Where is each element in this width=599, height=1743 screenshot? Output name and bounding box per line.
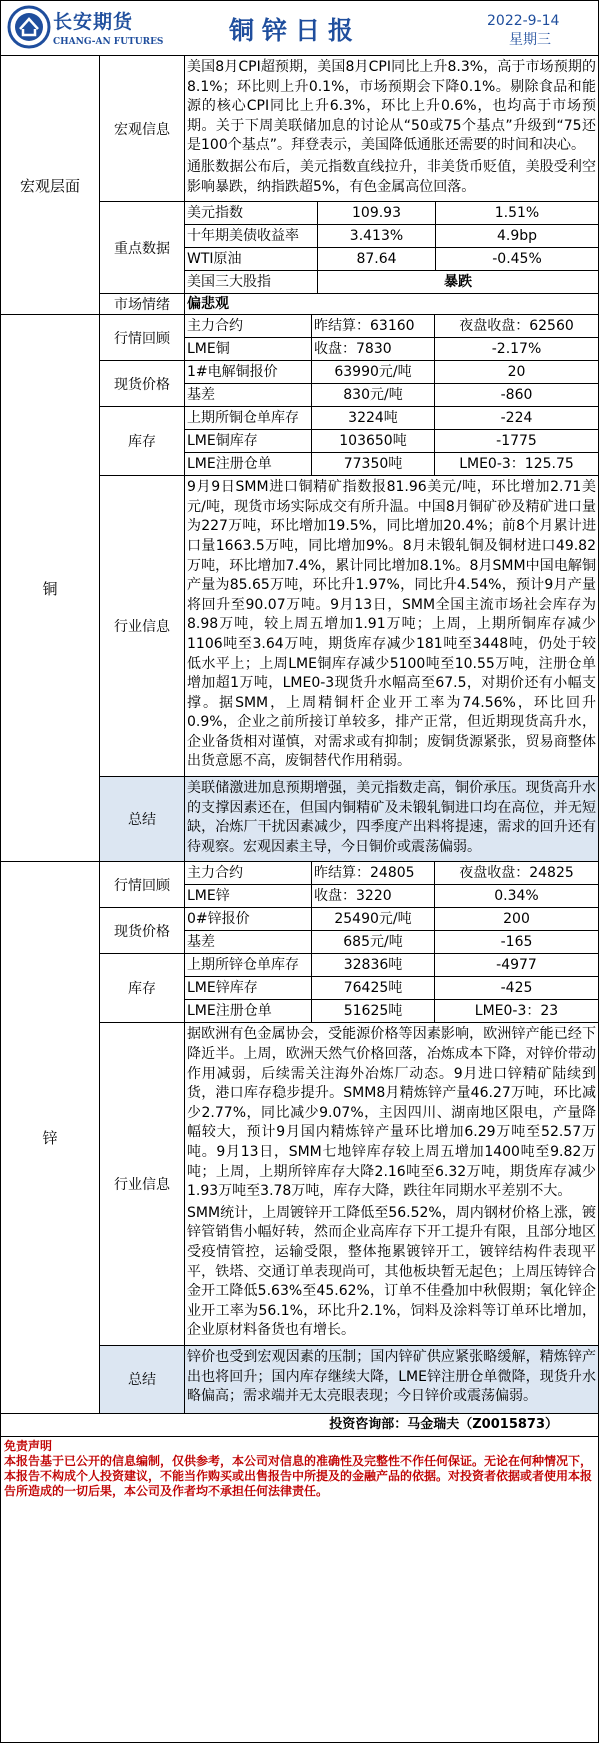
copper-section: [1, 315, 598, 862]
cell: 76425吨: [312, 977, 435, 999]
copper-summary-text: 美联储激进加息预期增强，美元指数走高，铜价承压。现货高升水的支撑因素还在，但国内铜精矿及未锻轧铜进口均在高位，并无短缺，冶炼厂干扰因素减少，四季度产出料将提速，需求的回升还有待观察。宏观因素主导，今日铜价或震荡偏弱。: [187, 780, 596, 855]
key-data-value: 3.413%: [318, 225, 436, 247]
stock-index-value: 暴跌: [444, 274, 472, 291]
macro-info-row: [100, 56, 598, 202]
zinc-industry-row: [100, 1023, 598, 1346]
macro-section-label: 宏观层面: [1, 56, 100, 314]
copper-stock-label: 库存: [100, 407, 185, 475]
cell: 20: [507, 364, 526, 381]
cell: 0.34%: [494, 888, 539, 905]
copper-spot-row: [100, 361, 598, 407]
disclaimer-title: 免责声明: [4, 1438, 53, 1453]
copper-industry-label: 行业信息: [100, 476, 185, 776]
cell: -860: [500, 387, 533, 404]
copper-review-row: [100, 315, 598, 361]
cell: 基差: [185, 384, 312, 406]
cell: 夜盘收盘：62560: [459, 318, 574, 335]
cell: 3224吨: [312, 407, 435, 429]
zinc-summary-text: 锌价也受到宏观因素的压制；国内锌矿供应紧张略缓解，精炼锌产出也将回升；国内库存继续大降，LME锌注册仓单微降，现货升水略偏高；需求端并无太亮眼表现；今日锌价或震荡偏弱。: [187, 1348, 596, 1405]
copper-stock-line: [185, 453, 598, 475]
cell: 32836吨: [312, 954, 435, 976]
copper-spot-label: 现货价格: [100, 361, 185, 406]
key-data-value: 87.64: [318, 248, 436, 270]
cell: 77350吨: [312, 453, 435, 475]
zinc-industry-para-2: SMM统计，上周镀锌开工降低至56.52%，周内钢材价格上涨，镀锌管销售小幅好转，然而企业高库存下开工提升有限，且部分地区受疫情管控，运输受限，整体拖累镀锌开工，镀锌结构件表现平平，铁塔、交通订单表现尚可，其他板块暂无起色；上周压铸锌合金开工降低5.63%至45.62%，订单不佳叠加中秋假期；氧化锌企业开工率为56.1%，环比升2.1%，饲料及涂料等订单环比增加，企业原材料备货也有增长。: [187, 1204, 596, 1339]
zinc-stock-label: 库存: [100, 954, 185, 1022]
cell: LME注册仓单: [185, 1000, 312, 1022]
disclaimer: [1, 1437, 598, 1501]
key-data-name: 十年期美债收益率: [185, 225, 318, 247]
zinc-industry-para-1: 据欧洲有色金属协会，受能源价格等因素影响，欧洲锌产能已经下降近半。上周，欧洲天然气价格回落，冶炼成本下降，对锌价带动作用减弱，后续需关注海外冶炼厂动态。9月进口锌精矿陆续到货，港口库存稳步提升。SMM8月精炼锌产量46.27万吨，环比减少2.77%，同比减少9.07%，主因四川、湖南地区限电，产量降幅较大，预计9月国内精炼锌产量环比增加6.29万吨至52.57万吨。9月13日，SMM七地锌库存较上周五增加1400吨至9.82万吨；上周，上期所锌库存大降2.16吨至6.32万吨，期货库存减少1.93万吨至3.78万吨，库存大降，跌往年同期水平差别不大。: [187, 1026, 596, 1200]
zinc-spot-line: [185, 908, 598, 931]
zinc-review-row: [100, 862, 598, 908]
zinc-summary-label: 总结: [100, 1346, 185, 1413]
copper-stock-line: [185, 407, 598, 430]
zinc-review-line: [185, 885, 598, 907]
cell: -4977: [496, 957, 537, 974]
key-data-name: 美元指数: [185, 202, 318, 224]
logo-en: CHANG-AN FUTURES: [53, 37, 164, 47]
macro-sentiment-row: [100, 294, 598, 314]
cell: LME0-3：125.75: [459, 456, 574, 473]
cell: LME0-3：23: [474, 1003, 559, 1020]
cell: -224: [500, 410, 533, 427]
copper-summary-row: [100, 777, 598, 861]
macro-key-data-row: [100, 202, 598, 294]
macro-key-data-label: 重点数据: [100, 202, 185, 293]
cell: LME铜: [185, 338, 312, 360]
cell: -2.17%: [491, 341, 542, 358]
cell: 25490元/吨: [312, 908, 435, 930]
cell: 昨结算：63160: [312, 315, 435, 337]
zinc-spot-label: 现货价格: [100, 908, 185, 953]
key-data-line: [185, 271, 598, 293]
zinc-stock-line: [185, 1000, 598, 1022]
key-data-change: -0.45%: [492, 251, 542, 268]
zinc-stock-row: [100, 954, 598, 1023]
report-date-block: [487, 12, 559, 50]
cell: 200: [503, 911, 530, 928]
zinc-review-label: 行情回顾: [100, 862, 185, 907]
macro-info-label: 宏观信息: [100, 56, 185, 201]
cell: 收盘：3220: [312, 885, 435, 907]
macro-sentiment-value: 偏悲观: [187, 296, 229, 313]
cell: 51625吨: [312, 1000, 435, 1022]
changan-logo-icon: [7, 5, 51, 49]
zinc-stock-line: [185, 977, 598, 1000]
cell: 63990元/吨: [312, 361, 435, 383]
report-date: 2022-9-14: [487, 13, 560, 29]
copper-stock-row: [100, 407, 598, 476]
copper-stock-line: [185, 430, 598, 453]
cell: 主力合约: [185, 315, 312, 337]
key-data-line: [185, 248, 598, 271]
copper-spot-line: [185, 361, 598, 384]
key-data-change: 1.51%: [494, 205, 540, 222]
zinc-section-label: 锌: [1, 862, 100, 1412]
copper-spot-line: [185, 384, 598, 406]
key-data-line: [185, 202, 598, 225]
cell: LME铜库存: [185, 430, 312, 452]
cell: 103650吨: [312, 430, 435, 452]
zinc-section: [1, 862, 598, 1413]
cell: -1775: [496, 433, 537, 450]
report-weekday: 星期三: [509, 32, 551, 48]
zinc-summary-row: [100, 1346, 598, 1413]
cell: 夜盘收盘：24825: [459, 865, 574, 882]
zinc-review-line: [185, 862, 598, 885]
cell: LME锌: [185, 885, 312, 907]
logo-cn: 长安期货: [53, 11, 134, 33]
zinc-industry-label: 行业信息: [100, 1023, 185, 1345]
cell: 685元/吨: [312, 931, 435, 953]
cell: 0#锌报价: [185, 908, 312, 930]
copper-review-label: 行情回顾: [100, 315, 185, 360]
copper-industry-row: [100, 476, 598, 777]
cell: -165: [500, 934, 533, 951]
macro-section: [1, 56, 598, 315]
cell: 收盘：7830: [312, 338, 435, 360]
macro-info-para-2: 通胀数据公布后，美元指数直线拉升，非美货币贬值，美股受利空影响暴跌，纳指跌超5%，有色金属高位回落。: [187, 158, 596, 195]
copper-summary-label: 总结: [100, 777, 185, 861]
zinc-spot-line: [185, 931, 598, 953]
macro-info-para-1: 美国8月CPI超预期，美国8月CPI同比上升8.3%，高于市场预期的8.1%；环比则上升0.1%，市场预期会下降0.1%。剔除食品和能源的核心CPI同比上升6.3%，环比上升0.6%，也均高于市场预期。关于下周美联储加息的讨论从“50或75个基点”升级到“75还是100个基点”。拜登表示，美国降低通胀还需要的时间和决心。: [187, 59, 596, 154]
cell: 1#电解铜报价: [185, 361, 312, 383]
cell: LME锌库存: [185, 977, 312, 999]
cell: 830元/吨: [312, 384, 435, 406]
cell: 基差: [185, 931, 312, 953]
key-data-line: [185, 225, 598, 248]
cell: 昨结算：24805: [312, 862, 435, 884]
cell: LME注册仓单: [185, 453, 312, 475]
logo-text: [53, 7, 163, 47]
copper-review-line: [185, 338, 598, 360]
zinc-stock-line: [185, 954, 598, 977]
report-title: 铜锌日报: [229, 16, 362, 45]
stock-index-name: 美国三大股指: [185, 271, 318, 293]
cell: 上期所铜仓单库存: [185, 407, 312, 429]
cell: 上期所锌仓单库存: [185, 954, 312, 976]
copper-section-label: 铜: [1, 315, 100, 861]
copper-review-line: [185, 315, 598, 338]
key-data-change: 4.9bp: [496, 228, 538, 245]
cell: 主力合约: [185, 862, 312, 884]
cell: -425: [500, 980, 533, 997]
report-header: [1, 1, 598, 56]
key-data-value: 109.93: [318, 202, 436, 224]
copper-industry-text: 9月9日SMM进口铜精矿指数报81.96美元/吨，环比增加2.71美元/吨，现货市场实际成交有所升温。中国8月铜矿砂及精矿进口量为227万吨，环比增加19.5%，同比增加20.4%；前8个月累计进口量1663.5万吨，同比增加9%。8月未锻轧铜及铜材进口49.82万吨，环比增加7.4%，累计同比增加8.1%。8月SMM中国电解铜产量为85.65万吨，环比升1.97%，同比升4.54%，预计9月产量将回升至90.07万吨。9月13日，SMM全国主流市场社会库存为8.98万吨，较上周五增加1.91万吨；上周，上期所铜库存减少1106吨至3.64万吨，期货库存减少181吨至3448吨，仍处于较低水平上；上周LME铜库存减少5100吨至10.55万吨，注册仓单增加超1万吨，LME0-3现货升水幅高至67.5，对期价还有小幅支撑。据SMM，上周精铜杆企业开工率为74.56%，环比回升0.9%，企业之前所接订单较多，排产正常，但近期现货高升水，企业备货相对谨慎，对需求或有抑制；废铜货源紧张，贸易商整体出货意愿不高，废铜替代作用稍弱。: [187, 479, 596, 770]
advisor-line: 投资咨询部：马金瑞夫（Z0015873）: [1, 1414, 598, 1437]
key-data-name: WTI原油: [185, 248, 318, 270]
disclaimer-text: 本报告基于已公开的信息编制，仅供参考，本公司对信息的准确性及完整性不作任何保证。无论在何种情况下，本报告不构成个人投资建议，不能当作购买或出售报告中所提及的金融产品的依据。对投资者依据或者使用本报告所造成的一切后果，本公司及作者均不承担任何法律责任。: [4, 1453, 593, 1498]
zinc-spot-row: [100, 908, 598, 954]
macro-sentiment-label: 市场情绪: [100, 294, 185, 314]
